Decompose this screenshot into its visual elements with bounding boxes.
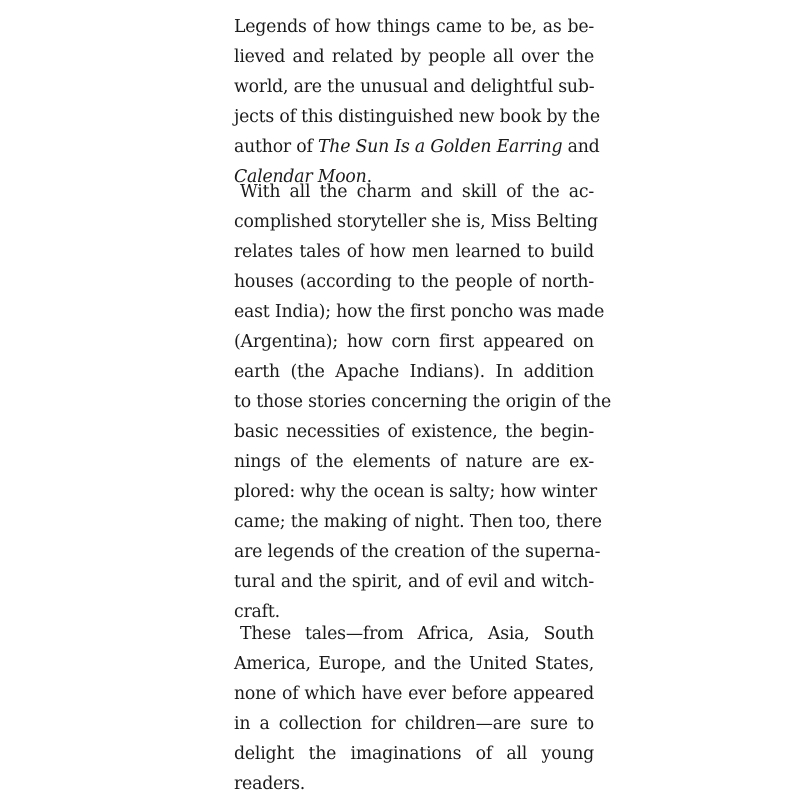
book-title-italic: Calendar Moon bbox=[234, 167, 367, 187]
text-segment: . bbox=[366, 167, 372, 187]
text-line: came; the making of night. Then too, there bbox=[234, 512, 602, 532]
text-line: are legends of the creation of the superna- bbox=[234, 542, 601, 562]
text-line: These tales—from Africa, Asia, South bbox=[240, 624, 594, 644]
book-title-italic: The Sun Is a Golden Earring bbox=[317, 137, 563, 157]
text-line: to those stories concerning the origin of the bbox=[234, 392, 612, 412]
text-line: relates tales of how men learned to build bbox=[234, 242, 594, 262]
text-line: With all the charm and skill of the ac- bbox=[240, 182, 594, 202]
text-line: (Argentina); how corn first appeared on bbox=[234, 332, 594, 352]
text-line: Legends of how things came to be, as be- bbox=[234, 17, 594, 37]
text-line: America, Europe, and the United States, bbox=[234, 654, 594, 674]
text-line: nings of the elements of nature are ex- bbox=[234, 452, 594, 472]
text-line: world, are the unusual and delightful sub- bbox=[234, 77, 595, 97]
text-line: jects of this distinguished new book by the bbox=[234, 107, 600, 127]
text-line: basic necessities of existence, the begin- bbox=[234, 422, 594, 442]
text-segment: and bbox=[562, 137, 600, 157]
text-line: tural and the spirit, and of evil and witch- bbox=[234, 572, 594, 592]
text-line: readers. bbox=[234, 774, 306, 794]
text-segment: author of bbox=[234, 137, 318, 157]
text-line: houses (according to the people of north- bbox=[234, 272, 594, 292]
text-line: east India); how the first poncho was made bbox=[234, 302, 605, 322]
text-line bbox=[234, 132, 600, 162]
text-line: plored: why the ocean is salty; how winter bbox=[234, 482, 597, 502]
text-line: craft. bbox=[234, 602, 280, 622]
text-line: none of which have ever before appeared bbox=[234, 684, 594, 704]
text-line: delight the imaginations of all young bbox=[234, 744, 594, 764]
text-line: lieved and related by people all over the bbox=[234, 47, 594, 67]
text-line: in a collection for children—are sure to bbox=[234, 714, 594, 734]
text-line: earth (the Apache Indians). In addition bbox=[234, 362, 594, 382]
text-line: complished storyteller she is, Miss Belting bbox=[234, 212, 598, 232]
